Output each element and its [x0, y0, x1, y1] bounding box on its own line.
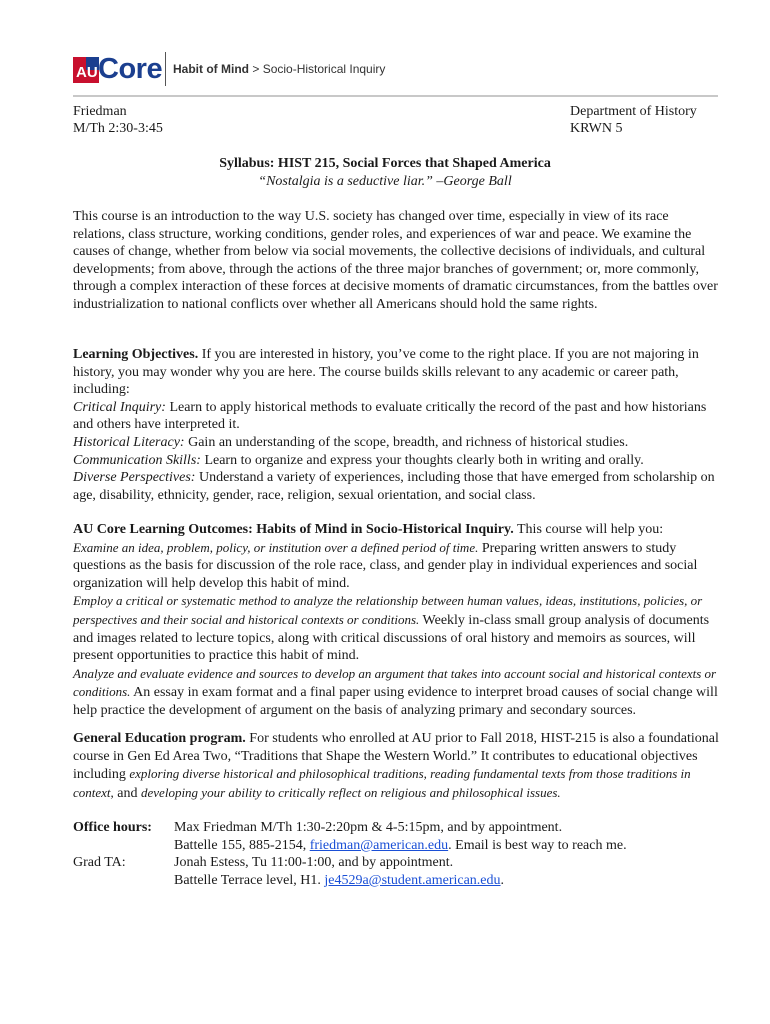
ta-email-link[interactable]: je4529a@student.american.edu — [324, 872, 501, 888]
list-item: Historical Literacy: Gain an understanding of the scope, breadth, and richness of historical studies. — [73, 434, 629, 450]
office-hours-line: Max Friedman M/Th 1:30-2:20pm & 4-5:15pm, and by appointment. — [174, 820, 563, 835]
list-item: Employ a critical or systematic method to analyze the relationship between human values, ideas, institutions, policies, or perspectives and their social and historical contexts or conditions. Weekly in-class small group analysis of documents and images related to lecture topics, along with critical discussions of oral history and memoirs as sources, will present opportunities to practice this habit of mind. — [73, 593, 710, 664]
breadcrumb-separator: > — [252, 62, 260, 76]
learning-objectives — [73, 346, 719, 504]
meta-right — [570, 103, 697, 137]
instructor-email-link[interactable]: friedman@american.edu — [309, 837, 449, 853]
list-item: Diverse Perspectives: Understand a variety of experiences, including those that have emerged from scholarship on age, disability, ethnicity, gender, race, religion, sexual orientation, and social class. — [73, 470, 715, 503]
gened-heading: General Education program. — [73, 731, 246, 746]
intro-paragraph: This course is an introduction to the way U.S. society has changed over time, especially in view of its race relations, class structure, working conditions, gender roles, and experiences of war and peace. We examine the causes of change, whether from below via social movements, the collective decisions of individuals, and cultural developments; from above, through the actions of the three major branches of government; or, more commonly, through a complex interaction of these forces at decisive moments of dramatic circumstances, from the battles over industrialization to national conflicts over whether all Americans should hold the same rights. — [73, 209, 718, 312]
au-logo-icon — [73, 57, 99, 83]
logo-divider — [165, 52, 166, 86]
header-rule — [73, 95, 718, 97]
department: Department of History — [570, 104, 697, 119]
list-item: Critical Inquiry: Learn to apply historical methods to evaluate critically the record of the past and how historians and others have interpreted it. — [73, 399, 707, 433]
objectives-heading: Learning Objectives. — [73, 347, 199, 362]
outcomes-heading: AU Core Learning Outcomes: Habits of Mind in Socio-Historical Inquiry. — [73, 522, 514, 537]
office-hours: Office hours: Max Friedman M/Th 1:30-2:20pm & 4-5:15pm, and by appointment. Battelle 155, 885-2154, friedman@american.edu. Email is best way to reach me. Grad TA: Jonah Estess, Tu 11:00-1:00, and by appointment. Battelle Terrace level, H1. je4529a@student.american.edu. — [73, 819, 719, 889]
core-outcomes — [73, 521, 719, 720]
list-item: Examine an idea, problem, policy, or institution over a defined period of time. Preparing written answers to study questions as the basis for discussion of the role race, class, and gender play in individual experiences and social organization will help develop this habit of mind. — [73, 539, 698, 591]
ta-hours-line: Jonah Estess, Tu 11:00-1:00, and by appointment. — [174, 855, 454, 871]
meta-left — [73, 103, 163, 137]
office-hours-label: Office hours: — [73, 820, 152, 835]
breadcrumb-sub: Socio-Historical Inquiry — [262, 62, 386, 76]
header-banner — [73, 50, 718, 96]
outcomes-lead: This course will help you: — [513, 522, 664, 537]
syllabus-title: Syllabus: HIST 215, Social Forces that Shaped America — [219, 156, 551, 171]
objectives-lead: If you are interested in history, you’ve come to the right place. If you are not majoring in history, you may wonder why you are here. The course builds skills relevant to any academic or career path, including: — [73, 347, 699, 398]
list-item: Analyze and evaluate evidence and sources to develop an argument that takes into account social and historical contexts or conditions. An essay in exam format and a final paper using evidence to interpret broad causes of social change will help practice the development of argument on the basis of analyzing primary and secondary sources. — [73, 665, 718, 718]
gen-ed-program: General Education program. For students who enrolled at AU prior to Fall 2018, HIST-215 is also a foundational course in Gen Ed Area Two, “Traditions that Shape the Western World.” It contributes to educational objectives including exploring diverse historical and philosophical traditions, reading fundamental texts from those traditions in context, and developing your ability to critically reflect on religious and philosophical issues. — [73, 731, 719, 801]
logo-text: Core — [98, 53, 163, 85]
breadcrumb — [173, 61, 385, 77]
ta-label: Grad TA: — [73, 855, 126, 871]
room: KRWN 5 — [570, 121, 623, 136]
instructor-name: Friedman — [73, 104, 127, 119]
class-schedule: M/Th 2:30-3:45 — [73, 121, 163, 136]
svg-text:AU: AU — [76, 64, 98, 81]
breadcrumb-main: Habit of Mind — [173, 62, 249, 76]
list-item: Communication Skills: Learn to organize and express your thoughts clearly both in writing and orally. — [73, 452, 644, 468]
epigraph: “Nostalgia is a seductive liar.” –George Ball — [258, 174, 512, 189]
